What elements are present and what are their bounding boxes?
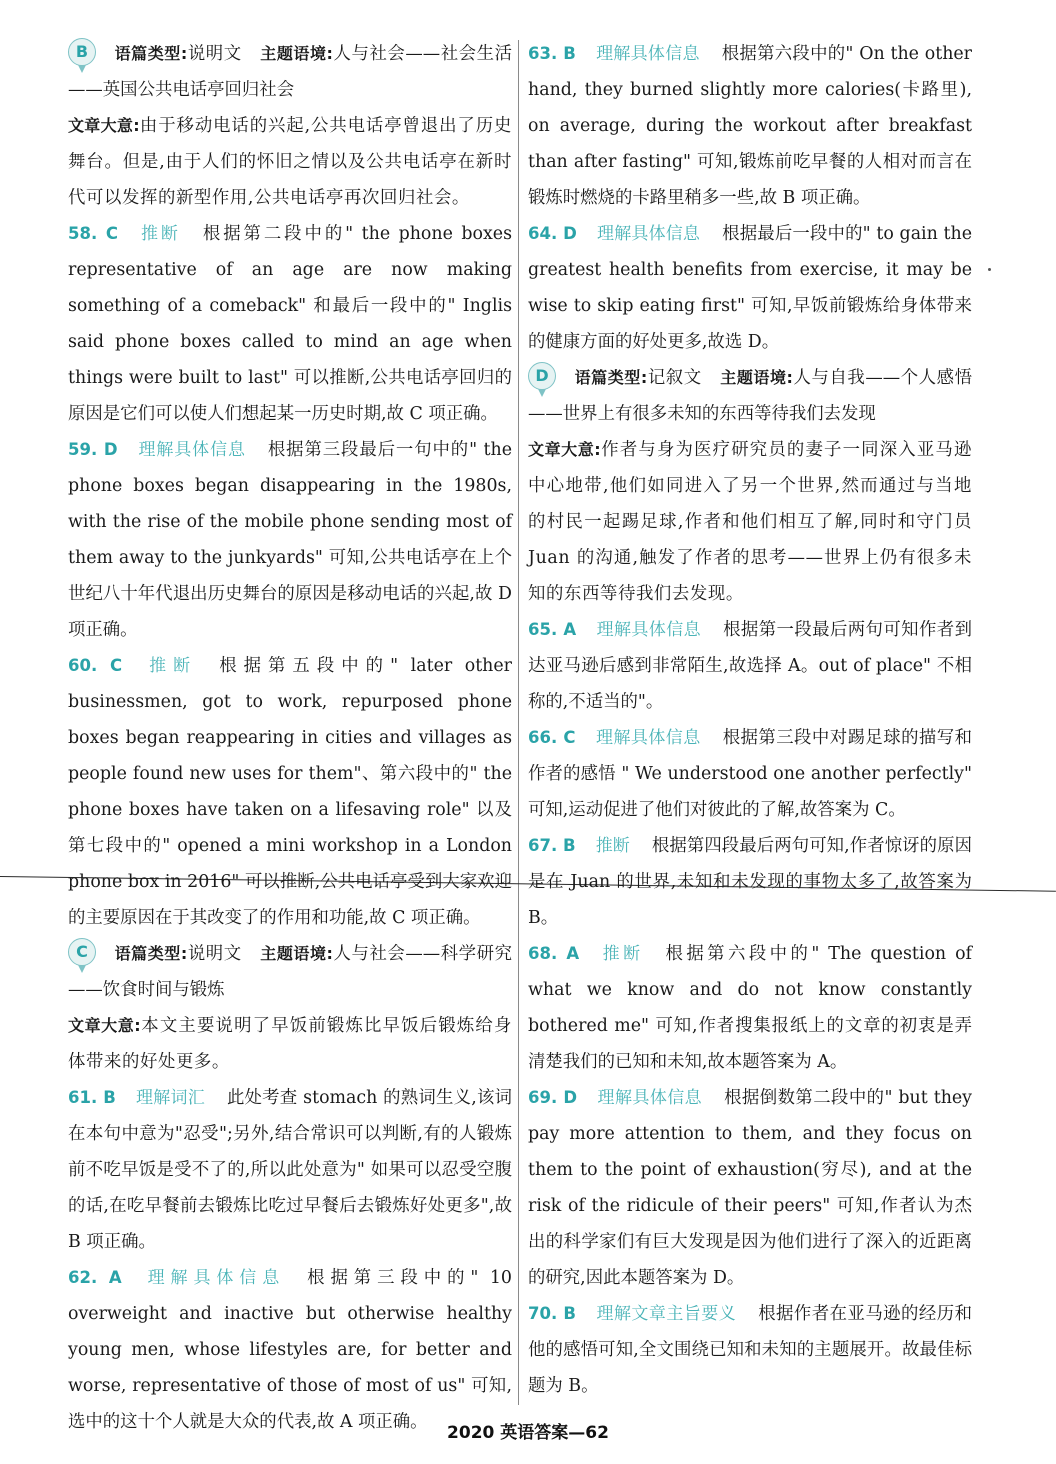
question-type: 理解具体信息 [596, 620, 702, 640]
answer-66 [528, 720, 972, 828]
context-value: 人与社会——科学研究——饮食时间与锻炼 [68, 944, 512, 1000]
section-c-header [68, 936, 512, 1008]
answer-59 [68, 432, 512, 648]
answer-62 [68, 1260, 512, 1440]
answer-explanation: 根据第二段中的" the phone boxes representative of an age are now making something of a comeback" 和最后一段中的" Inglis said phone boxes called to mind an age when things were built to last" 可以推断,公共电话亭回归的原因是它们可以使人们想起某一历史时期,故 C 项正确。 [68, 224, 512, 424]
summary-text: 作者与身为医疗研究员的妻子一同深入亚马逊中心地带,他们如同进入了另一个世界,然而通过与当地的村民一起踢足球,作者和他们相互了解,同时和守门员 Juan 的沟通,触发了作者的思考——世界上仍有很多未知的东西等待我们去发现。 [528, 440, 972, 604]
context-label: 主题语境: [259, 44, 333, 63]
answer-70 [528, 1296, 972, 1404]
section-b-summary [68, 108, 512, 216]
question-type: 理解具体信息 [595, 728, 701, 748]
context-value: 人与自我——个人感悟——世界上有很多未知的东西等待我们去发现 [528, 368, 972, 424]
question-type: 推断 [142, 656, 198, 676]
type-label: 语篇类型: [114, 944, 188, 963]
question-number: 58. C [68, 224, 119, 243]
section-d-header [528, 360, 972, 432]
summary-text: 由于移动电话的兴起,公共电话亭曾退出了历史舞台。但是,由于人们的怀旧之情以及公共电话亭在新时代可以发挥的新型作用,公共电话亭再次回归社会。 [68, 116, 512, 208]
question-number: 61. B [68, 1088, 116, 1107]
type-label: 语篇类型: [574, 368, 648, 387]
question-number: 64. D [528, 224, 577, 243]
column-divider [518, 40, 519, 1405]
answer-63 [528, 36, 972, 216]
question-number: 65. A [528, 620, 577, 639]
context-value: 人与社会——社会生活——英国公共电话亭回归社会 [68, 44, 512, 100]
answer-explanation: 根据第三段中对踢足球的描写和作者的感悟 " We understood one another perfectly" 可知,运动促进了他们对彼此的了解,故答案为 C。 [528, 728, 972, 820]
section-d-summary [528, 432, 972, 612]
question-number: 69. D [528, 1088, 578, 1107]
answer-60 [68, 648, 512, 936]
page-footer: 2020 英语答案—62 [447, 1423, 609, 1443]
answer-explanation: 根据第三段中的" 10 overweight and inactive but otherwise healthy young men, whose lifestyles are, for better and worse, representative of those of most of us" 可知,选中的这十个人就是大众的代表,故 A 项正确。 [68, 1268, 512, 1432]
answer-58 [68, 216, 512, 432]
question-number: 63. B [528, 44, 576, 63]
question-number: 70. B [528, 1304, 577, 1323]
question-type: 推断 [599, 944, 644, 964]
answer-69 [528, 1080, 972, 1296]
answer-explanation: 此处考查 stomach 的熟词生义,该词在本句中意为"忍受";另外,结合常识可以判断,有的人锻炼前不吃早饭是受不了的,所以此处意为" 如果可以忍受空腹的话,在吃早餐前去锻炼比吃过早餐后去锻炼好处更多",故 B 项正确。 [68, 1088, 512, 1252]
left-column [68, 36, 512, 1440]
question-type: 理解具体信息 [596, 224, 701, 244]
section-c-badge-icon: C [68, 938, 96, 966]
question-number: 67. B [528, 836, 576, 855]
answer-explanation: 根据第六段中的" The question of what we know and do not know constantly bothered me" 可知,作者搜集报纸上的文章的初衷是弄清楚我们的已知和未知,故本题答案为 A。 [528, 944, 972, 1072]
answer-explanation: 根据最后一段中的" to gain the greatest health benefits from exercise, it may be wise to skip eating first" 可知,早饭前锻炼给身体带来的健康方面的好处更多,故选 D。 [528, 224, 973, 352]
question-number: 66. C [528, 728, 576, 747]
context-label: 主题语境: [259, 944, 333, 963]
answer-61 [68, 1080, 512, 1260]
question-type: 理解具体信息 [141, 1268, 286, 1288]
question-number: 59. D [68, 440, 118, 459]
answer-explanation: 根据第六段中的" On the other hand, they burned slightly more calories(卡路里), on average, during the workout after breakfast than after fasting" 可知,锻炼前吃早餐的人相对而言在锻炼时燃烧的卡路里稍多一些,故 B 项正确。 [528, 44, 972, 208]
question-type: 理解具体信息 [597, 1088, 703, 1108]
summary-label: 文章大意: [68, 1016, 141, 1035]
answer-explanation: 根据第四段最后两句可知,作者惊讶的原因是在 Juan 的世界,未知和未发现的事物太多了,故答案为 B。 [528, 836, 973, 928]
question-type: 理解具体信息 [595, 44, 700, 64]
summary-label: 文章大意: [528, 440, 601, 459]
answer-65 [528, 612, 972, 720]
section-c-summary [68, 1008, 512, 1080]
answer-explanation: 根据第五段中的" later other businessmen, got to work, repurposed phone boxes began reappearing in cities and villages as people found new uses for them"、第六段中的" the phone boxes have taken on a lifesaving role" 以及第七段中的" opened a mini workshop in a London phone box in 2016" 可以推断,公共电话亭受到大家欢迎的主要原因在于其改变了的作用和功能,故 C 项正确。 [68, 656, 512, 928]
summary-label: 文章大意: [68, 116, 140, 135]
stray-dot [988, 268, 991, 271]
right-column [528, 36, 972, 1404]
question-type: 理解具体信息 [137, 440, 246, 460]
answer-explanation: 根据第一段最后两句可知作者到达亚马逊后感到非常陌生,故选择 A。out of place" 不相称的,不适当的"。 [528, 620, 972, 712]
answer-68 [528, 936, 972, 1080]
question-number: 62. A [68, 1268, 122, 1287]
question-type: 推断 [138, 224, 181, 244]
type-value: 说明文 [187, 44, 242, 64]
section-b-header [68, 36, 512, 108]
summary-text: 本文主要说明了早饭前锻炼比早饭后锻炼给身体带来的好处更多。 [68, 1016, 512, 1072]
answer-64 [528, 216, 972, 360]
question-number: 60. C [68, 656, 123, 675]
question-type: 推断 [595, 836, 630, 856]
section-d-badge-icon: D [528, 362, 556, 390]
answer-explanation: 根据作者在亚马逊的经历和他的感悟可知,全文围绕已知和未知的主题展开。故最佳标题为 B。 [528, 1304, 972, 1396]
answer-explanation: 根据倒数第二段中的" but they pay more attention to them, and they focus on them to the point of exhaustion(穷尽), and at the risk of the ridicule of their peers" 可知,作者认为杰出的科学家们有巨大发现是因为他们进行了深入的近距离的研究,因此本题答案为 D。 [528, 1088, 973, 1288]
question-type: 理解文章主旨要义 [596, 1304, 737, 1324]
section-b-badge-icon: B [68, 38, 96, 66]
type-label: 语篇类型: [114, 44, 188, 63]
type-value: 记叙文 [647, 368, 702, 388]
answer-67 [528, 828, 972, 936]
question-number: 68. A [528, 944, 580, 963]
context-label: 主题语境: [719, 368, 793, 387]
answer-explanation: 根据第三段最后一句中的" the phone boxes began disappearing in the 1980s, with the rise of the mobile phone sending most of them away to the junkyards" 可知,公共电话亭在上个世纪八十年代退出历史舞台的原因是移动电话的兴起,故 D 项正确。 [68, 440, 513, 640]
question-type: 理解词汇 [135, 1088, 205, 1108]
type-value: 说明文 [187, 944, 242, 964]
